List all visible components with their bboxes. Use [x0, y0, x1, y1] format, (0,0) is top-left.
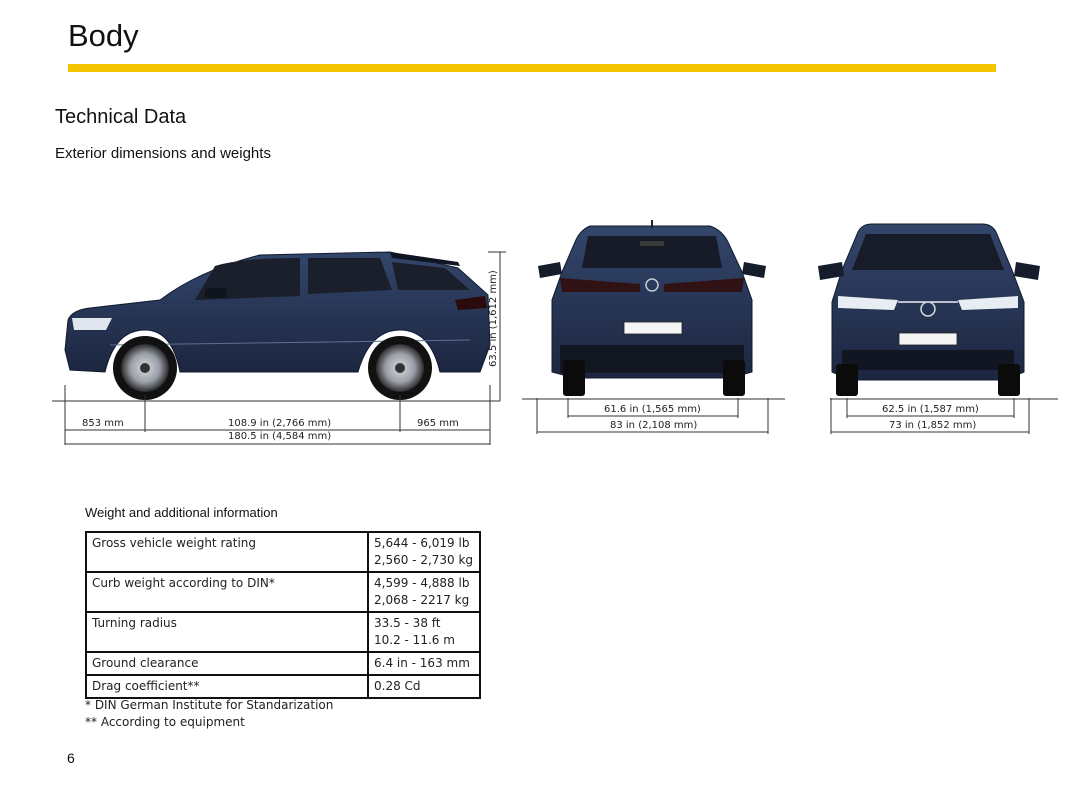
row-label: Ground clearance — [86, 652, 368, 675]
row-value — [368, 572, 480, 612]
row-label: Turning radius — [86, 612, 368, 652]
row-value — [368, 612, 480, 652]
rear-view-car — [538, 220, 766, 396]
rear-width-label: 83 in (2,108 mm) — [610, 420, 698, 431]
front-width-label: 73 in (1,852 mm) — [889, 420, 977, 431]
title-underline — [68, 64, 996, 72]
table-row — [86, 572, 480, 612]
row-value — [368, 652, 480, 675]
row-label: Drag coefficient** — [86, 675, 368, 698]
value-line: 2,068 - 2217 kg — [374, 593, 470, 607]
value-line: 10.2 - 11.6 m — [374, 633, 455, 647]
value-line: 2,560 - 2,730 kg — [374, 553, 474, 567]
rear-track-label: 61.6 in (1,565 mm) — [604, 404, 701, 415]
row-label: Gross vehicle weight rating — [86, 532, 368, 572]
value-line: 0.28 Cd — [374, 679, 421, 693]
front-track-label: 62.5 in (1,587 mm) — [882, 404, 979, 415]
table-row — [86, 652, 480, 675]
table-row — [86, 532, 480, 572]
footnote-din: * DIN German Institute for Standarization — [85, 698, 334, 712]
side-view-car — [65, 252, 490, 400]
page-number: 6 — [67, 750, 75, 766]
value-line: 33.5 - 38 ft — [374, 616, 441, 630]
table-row — [86, 612, 480, 652]
table-row — [86, 675, 480, 698]
overall-length-label: 180.5 in (4,584 mm) — [228, 431, 332, 442]
height-label: 63.5 in (1,612 mm) — [488, 270, 499, 367]
weights-title: Weight and additional information — [85, 505, 278, 520]
front-overhang-label: 853 mm — [82, 418, 124, 429]
page-title: Body — [68, 18, 139, 53]
rear-overhang-label: 965 mm — [417, 418, 459, 429]
value-line: 5,644 - 6,019 lb — [374, 536, 470, 550]
section-subtitle: Exterior dimensions and weights — [55, 145, 271, 162]
footnote-equipment: ** According to equipment — [85, 715, 245, 729]
front-view-car — [818, 224, 1040, 396]
weights-table — [85, 531, 481, 699]
row-value — [368, 675, 480, 698]
value-line: 4,599 - 4,888 lb — [374, 576, 470, 590]
value-line: 6.4 in - 163 mm — [374, 656, 470, 670]
wheelbase-label: 108.9 in (2,766 mm) — [228, 418, 332, 429]
row-value — [368, 532, 480, 572]
section-title: Technical Data — [55, 106, 187, 128]
row-label: Curb weight according to DIN* — [86, 572, 368, 612]
